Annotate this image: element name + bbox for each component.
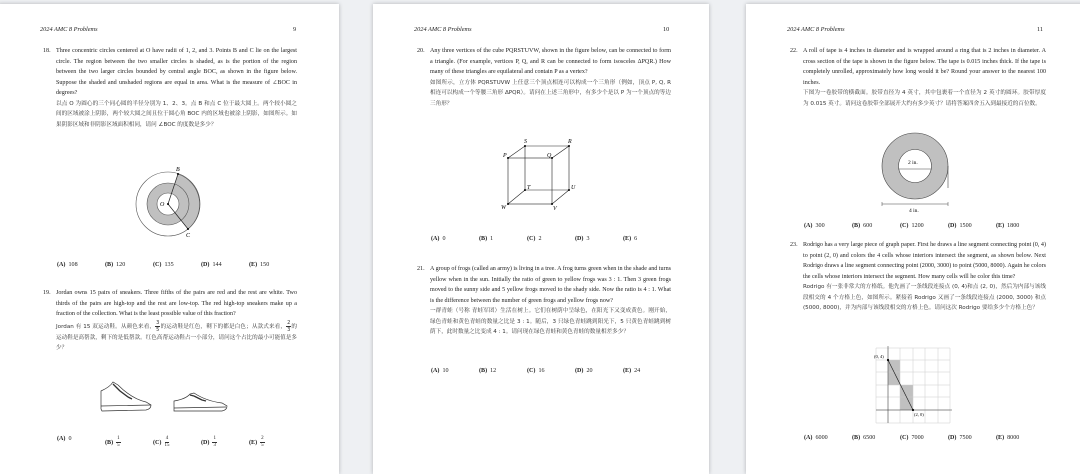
problem-21 [417,264,671,338]
answer-choices-19 [57,436,297,449]
problem-number: 23. [790,242,798,248]
svg-text:2 in.: 2 in. [908,160,918,166]
concentric-circles-figure [130,164,210,244]
problem-22 [790,46,1046,109]
choice-e[interactable]: (E) 150 [249,262,270,268]
choice-d[interactable]: (D) 3 [575,236,590,242]
answer-choices-22 [804,223,1044,229]
choice-b[interactable]: (B) 6500 [852,435,876,441]
svg-text:4 in.: 4 in. [909,208,919,214]
problem-text-zh: 下图为一卷胶带的横截面。胶带直径为 4 英寸，其中包裹着一个直径为 2 英寸的圆环。胶带厚度为 0.015 英寸。请问这卷胶带全部展开大约有多少英寸？请将答案四舍五入到最接近的百位数。 [803,90,1046,107]
problem-18 [43,46,297,130]
choice-b[interactable]: (B) 600 [852,223,873,229]
high-top-sneaker-icon [101,382,151,411]
answer-choices-23 [804,435,1044,441]
problem-20 [417,46,671,109]
svg-text:W: W [501,205,506,211]
choice-a[interactable]: (A) 300 [804,223,825,229]
fraction: $\frac{3}{5}$ [156,319,160,333]
choice-a[interactable]: (A) 108 [57,262,78,268]
choice-e[interactable]: (E) $\frac{2}{5}$ [249,436,264,448]
page-number: 9 [293,26,297,33]
sneakers-figure [96,381,256,416]
choice-d[interactable]: (D) $\frac{1}{3}$ [201,436,216,448]
svg-text:Q: Q [547,153,552,159]
problem-number: 19. [43,290,51,296]
label-o: O [160,202,165,208]
problem-text-en: A group of frogs (called an army) is living in a tree. A frog turns green when in the shade and turns yellow when in the sun. Initially the ratio of green to yellow frogs was 3 : 1. Then 3 green frogs moved to the sunny side and 5 yellow frogs moved to the shady side. Now the ratio is 4 : 1. What is the difference between the number of green frogs and yellow frogs now? [430,266,671,304]
choice-b[interactable]: (B) $\frac{1}{5}$ [105,436,120,448]
problem-text-en: A roll of tape is 4 inches in diameter and is wrapped around a ring that is 2 inches in diameter. A cross section of the tape is shown in the figure below. The tape is 0.015 inches thick. If the tape is completely unrolled, approximately how long would it be? Round your answer to the nearest 100 inches. [803,48,1046,86]
choice-b[interactable]: (B) 1 [479,236,494,242]
answer-choices-20 [431,236,671,242]
problem-text-zh: 以点 O 为圆心的三个同心圆的半径分别为 1、2、3。点 B 和点 C 位于最大圆上。两个较小圆之间的区域被涂上阴影，两个较大圆之间且位于圆心角 BOC 内的区域也被涂上阴影，如图所示。如果阴影区域和非阴影区域面积相同，请问 ∠BOC 的度数是多少？ [56,100,297,128]
problem-text-en: Three concentric circles centered at O have radii of 1, 2, and 3. Points B and C lie on the largest circle. The region between the two smaller circles is shaded, as is the portion of the region between the two larger circles bounded by central angle BOC, as shown in the figure below. Suppose the shaded and unshaded regions are equal in area. What is the measure of ∠BOC in degrees? [56,48,297,96]
problem-23 [790,240,1046,314]
page-number: 10 [663,26,670,33]
svg-text:(0, 4): (0, 4) [874,354,884,359]
choice-a[interactable]: (A) 0 [431,236,446,242]
page-header: 2024 AMC 8 Problems [414,26,472,33]
document-page-9 [0,4,339,474]
problem-number: 18. [43,48,51,54]
cube-figure [498,134,588,214]
problem-number: 22. [790,48,798,54]
choice-c[interactable]: (C) 1200 [900,223,924,229]
problem-text-en: Jordan owns 15 pairs of sneakers. Three fifths of the pairs are red and the rest are white. Two thirds of the pairs are high-top and the rest are low-top. The red high-top sneakers make up a fraction of the collection. What is the least possible value of this fraction? [56,290,297,317]
choice-e[interactable]: (E) 1800 [996,223,1020,229]
page-header: 2024 AMC 8 Problems [40,26,98,33]
choice-a[interactable]: (A) 0 [57,436,72,442]
choice-d[interactable]: (D) 7500 [948,435,972,441]
page-header: 2024 AMC 8 Problems [787,26,845,33]
problem-text-en: Any three vertices of the cube PQRSTUVW, shown in the figure below, can be connected to form a triangle. (For example, vertices P, Q, and R can be connected to form isosceles ΔPQR.) How many of these triangles are equilateral and contain P as a vertex? [430,48,671,75]
choice-c[interactable]: (C) $\frac{4}{15}$ [153,436,170,448]
document-page-11 [746,4,1080,474]
svg-text:T: T [527,185,531,191]
label-b: B [176,167,180,173]
choice-c[interactable]: (C) 135 [153,262,174,268]
choice-a[interactable]: (A) 10 [431,368,449,374]
choice-c[interactable]: (C) 7000 [900,435,924,441]
document-page-10 [373,4,709,474]
choice-d[interactable]: (D) 20 [575,368,593,374]
tape-roll-figure [871,132,961,214]
problem-text-zh: Jordan 有 15 双运动鞋。从颜色来看， $\frac{3}{5}$ 的运动鞋是红色，剩下的都是白色；从款式来看， $\frac{2}{3}$ 的运动鞋是高帮款，剩下的是低帮款。红色高帮运动鞋占一小部分，请问这个占比的最小可能值是多少？ [56,319,297,352]
problem-number: 20. [417,48,425,54]
choice-d[interactable]: (D) 1500 [948,223,972,229]
problem-text-zh: Rodrigo 有一张非常大的方格纸。他先画了一条线段连接点 (0, 4)和点 (2, 0)，然后为内部与该线段相交的 4 个方格上色，如图所示。紧接着 Rodrigo 又画了一条线段连接点 (2000, 3000) 和点 (5000, 8000)，并为内部与该线段相交的方格上色。请问这次 Rodrigo 要给多少个方格上色？ [803,284,1046,312]
choice-a[interactable]: (A) 6000 [804,435,828,441]
svg-text:S: S [524,139,527,145]
problem-text-zh: 一群青蛙（号称 青蛙军团）生活在树上。它们在树荫中呈绿色，在阳光下又变成黄色。刚开始，绿色青蛙和黄色青蛙的数量之比是 3 : 1。随后，3 只绿色青蛙跳到阳光下，5 只黄色青蛙跳到树荫下，此时数量之比变成 4 : 1。请问现在绿色青蛙和黄色青蛙的数量相差多少？ [430,308,671,336]
choice-c[interactable]: (C) 16 [527,368,545,374]
label-c: C [186,233,191,239]
choice-e[interactable]: (E) 8000 [996,435,1020,441]
choice-b[interactable]: (B) 120 [105,262,126,268]
svg-text:P: P [503,153,507,159]
choice-d[interactable]: (D) 144 [201,262,222,268]
choice-e[interactable]: (E) 6 [623,236,638,242]
svg-text:U: U [571,185,576,191]
graph-paper-figure [874,346,954,426]
problem-text-zh: 如图所示，立方体 PQRSTUVW 上任意三个顶点相连可以构成一个三角形（例如，顶点 P, Q, R 相连可以构成一个等腰三角形 ΔPQR）。请问在上述三角形中，有多少个是以 P 为一个顶点的等边三角形？ [430,79,671,107]
page-number: 11 [1037,26,1044,33]
choice-c[interactable]: (C) 2 [527,236,542,242]
choice-e[interactable]: (E) 24 [623,368,641,374]
answer-choices-21 [431,368,671,374]
problem-19 [43,288,297,354]
fraction: $\frac{2}{3}$ [287,319,291,333]
svg-text:(2, 0): (2, 0) [914,412,924,417]
answer-choices-18 [57,262,297,268]
problem-number: 21. [417,266,425,272]
svg-text:V: V [553,206,557,212]
low-top-sneaker-icon [174,393,227,411]
svg-text:R: R [568,139,572,145]
problem-text-en: Rodrigo has a very large piece of graph paper. First he draws a line segment connecting point (0, 4) to point (2, 0) and colors the 4 cells whose interiors intersect the segment, as shown below. Next Rodrigo draws a line segment connecting point (2000, 3000) to point (5000, 8000). Again he colors the cells whose interiors intersect the segment. How many cells will he color this time? [803,242,1046,280]
choice-b[interactable]: (B) 12 [479,368,497,374]
